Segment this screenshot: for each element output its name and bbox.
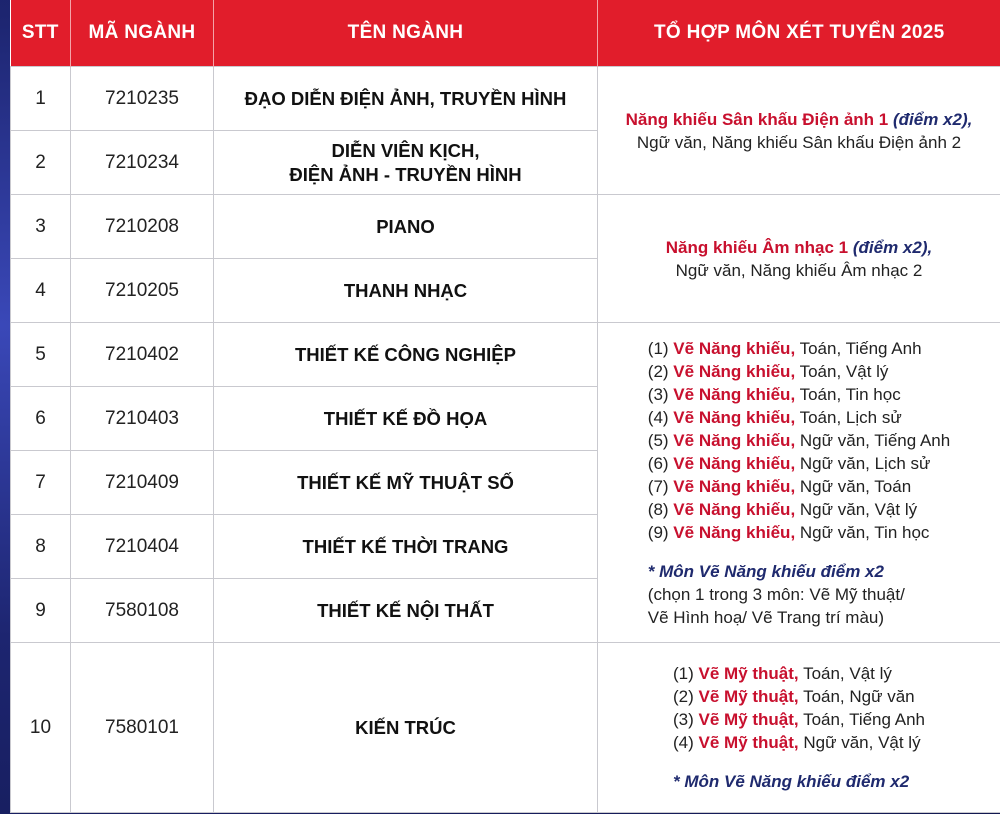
row-stt: 4 bbox=[11, 259, 71, 323]
row-name: PIANO bbox=[214, 195, 598, 259]
combo-music-rest: Ngữ văn, Năng khiếu Âm nhạc 2 bbox=[675, 260, 923, 280]
combo-film-main: Năng khiếu Sân khấu Điện ảnh 1 bbox=[625, 109, 889, 129]
row-name-line1: DIỄN VIÊN KỊCH, bbox=[331, 139, 480, 161]
list-item: (7) Vẽ Năng khiếu, Ngữ văn, Toán bbox=[647, 476, 912, 496]
combo-design-note-sub2: Vẽ Hình hoạ/ Vẽ Trang trí màu) bbox=[647, 607, 885, 627]
row-name: THIẾT KẾ MỸ THUẬT SỐ bbox=[214, 451, 598, 515]
combo-architecture-note: * Môn Vẽ Năng khiếu điểm x2 bbox=[673, 772, 910, 791]
table-row bbox=[11, 67, 1000, 131]
list-item: (3) Vẽ Năng khiếu, Toán, Tin học bbox=[647, 384, 901, 404]
row-code: 7210235 bbox=[71, 67, 214, 131]
row-code: 7210234 bbox=[71, 131, 214, 195]
combo-architecture bbox=[598, 643, 1000, 813]
row-name: THIẾT KẾ NỘI THẤT bbox=[214, 579, 598, 643]
row-code: 7210402 bbox=[71, 323, 214, 387]
header-name: TÊN NGÀNH bbox=[214, 0, 598, 67]
row-name: THIẾT KẾ THỜI TRANG bbox=[214, 515, 598, 579]
list-item: (1) Vẽ Năng khiếu, Toán, Tiếng Anh bbox=[647, 338, 922, 358]
row-name: THANH NHẠC bbox=[214, 259, 598, 323]
row-code: 7580108 bbox=[71, 579, 214, 643]
row-code: 7210409 bbox=[71, 451, 214, 515]
row-name: KIẾN TRÚC bbox=[214, 643, 598, 813]
table-row bbox=[11, 195, 1000, 259]
row-code: 7210403 bbox=[71, 387, 214, 451]
combo-architecture-list bbox=[673, 662, 925, 793]
list-item: (3) Vẽ Mỹ thuật, Toán, Tiếng Anh bbox=[673, 710, 925, 729]
header-code: MÃ NGÀNH bbox=[71, 0, 214, 67]
row-name: THIẾT KẾ ĐỒ HỌA bbox=[214, 387, 598, 451]
row-stt: 9 bbox=[11, 579, 71, 643]
row-code: 7210208 bbox=[71, 195, 214, 259]
row-name bbox=[214, 131, 598, 195]
row-stt: 8 bbox=[11, 515, 71, 579]
combo-design-note-sub1: (chọn 1 trong 3 môn: Vẽ Mỹ thuật/ bbox=[647, 584, 905, 604]
combo-music-comma: , bbox=[927, 237, 933, 257]
header-stt: STT bbox=[11, 0, 71, 67]
row-code: 7580101 bbox=[71, 643, 214, 813]
combo-film bbox=[598, 67, 1000, 195]
row-stt: 1 bbox=[11, 67, 71, 131]
combo-film-rest: Ngữ văn, Năng khiếu Sân khấu Điện ảnh 2 bbox=[636, 132, 962, 152]
header-row bbox=[11, 0, 1000, 67]
combo-music bbox=[598, 195, 1000, 323]
table-row bbox=[11, 643, 1000, 813]
list-item: (8) Vẽ Năng khiếu, Ngữ văn, Vật lý bbox=[647, 499, 918, 519]
row-code: 7210205 bbox=[71, 259, 214, 323]
combo-film-multiplier: (điểm x2) bbox=[892, 109, 968, 129]
list-item: (5) Vẽ Năng khiếu, Ngữ văn, Tiếng Anh bbox=[647, 430, 951, 450]
table-row bbox=[11, 323, 1000, 387]
combo-design bbox=[598, 323, 1000, 643]
combo-music-main: Năng khiếu Âm nhạc 1 bbox=[665, 237, 849, 257]
list-item: (2) Vẽ Mỹ thuật, Toán, Ngữ văn bbox=[673, 687, 915, 706]
row-stt: 7 bbox=[11, 451, 71, 515]
row-stt: 10 bbox=[11, 643, 71, 813]
row-stt: 6 bbox=[11, 387, 71, 451]
row-code: 7210404 bbox=[71, 515, 214, 579]
list-item: (9) Vẽ Năng khiếu, Ngữ văn, Tin học bbox=[647, 522, 930, 542]
header-combo: TỔ HỢP MÔN XÉT TUYỂN 2025 bbox=[598, 0, 1000, 67]
row-name-line2: ĐIỆN ẢNH - TRUYỀN HÌNH bbox=[289, 163, 522, 185]
admissions-table bbox=[10, 0, 1000, 813]
row-name: ĐẠO DIỄN ĐIỆN ẢNH, TRUYỀN HÌNH bbox=[214, 67, 598, 131]
list-item: (2) Vẽ Năng khiếu, Toán, Vật lý bbox=[647, 361, 889, 381]
row-name: THIẾT KẾ CÔNG NGHIỆP bbox=[214, 323, 598, 387]
list-item: (4) Vẽ Mỹ thuật, Ngữ văn, Vật lý bbox=[673, 733, 921, 752]
row-stt: 3 bbox=[11, 195, 71, 259]
list-item: (6) Vẽ Năng khiếu, Ngữ văn, Lịch sử bbox=[647, 453, 931, 473]
combo-design-list bbox=[648, 337, 950, 629]
combo-film-comma: , bbox=[967, 109, 973, 129]
list-item: (4) Vẽ Năng khiếu, Toán, Lịch sử bbox=[647, 407, 902, 427]
row-stt: 5 bbox=[11, 323, 71, 387]
combo-design-note: * Môn Vẽ Năng khiếu điểm x2 bbox=[647, 561, 884, 581]
list-item: (1) Vẽ Mỹ thuật, Toán, Vật lý bbox=[673, 664, 892, 683]
combo-music-multiplier: (điểm x2) bbox=[852, 237, 928, 257]
row-stt: 2 bbox=[11, 131, 71, 195]
